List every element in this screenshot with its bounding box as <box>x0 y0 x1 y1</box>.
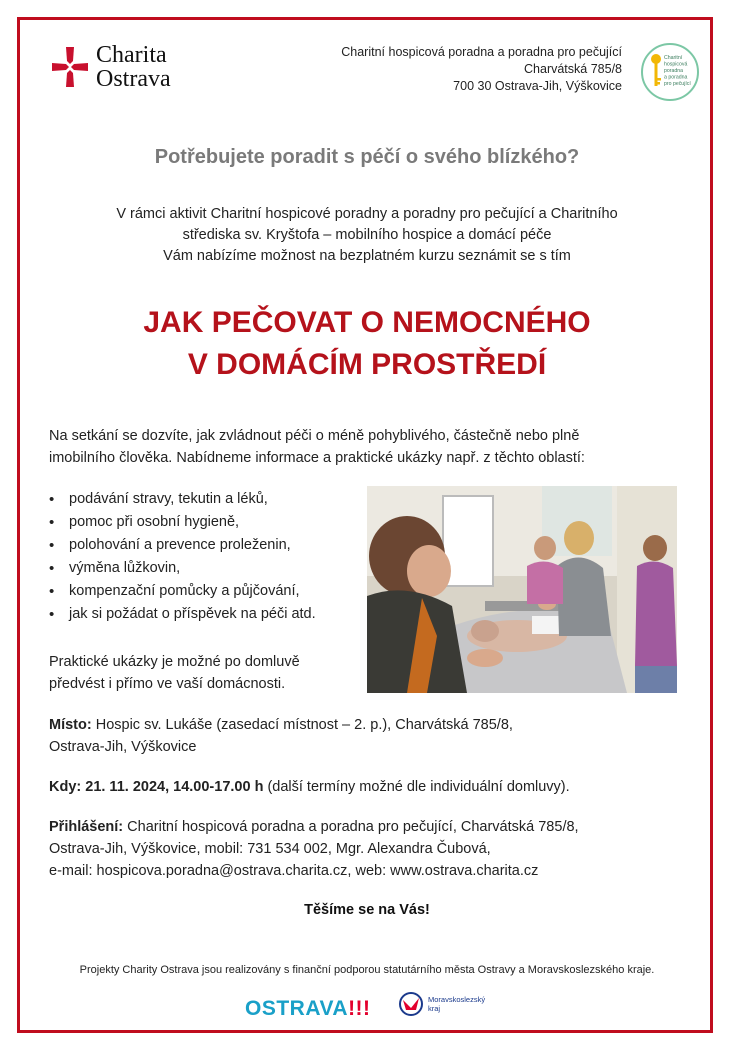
intro-text <box>0 204 734 267</box>
list-item: • jak si požádat o příspěvek na péči atd. <box>49 603 316 626</box>
signup-line-1: Charitní hospicová poradna a poradna pro pečující, Charvátská 785/8, <box>123 819 579 835</box>
intro-line: V rámci aktivit Charitní hospicové poradny a poradny pro pečující a Charitního <box>116 206 618 222</box>
course-title <box>0 302 734 386</box>
address-line: Charitní hospicová poradna a poradna pro pečující <box>341 45 622 59</box>
place-line-1: Hospic sv. Lukáše (zasedací místnost – 2. p.), Charvátská 785/8, <box>91 717 513 733</box>
list-item: • polohování a prevence proleženin, <box>49 534 316 557</box>
badge-line: hospicová <box>664 61 688 68</box>
msk-line-2: kraj <box>428 1004 441 1013</box>
ostrava-sponsor-logo <box>245 997 371 1021</box>
topics-list <box>49 488 316 626</box>
place-info <box>49 714 513 758</box>
place-label: Místo: <box>49 717 92 733</box>
signup-info <box>49 816 579 882</box>
address-line: 700 30 Ostrava-Jih, Výškovice <box>453 79 622 93</box>
title-line: JAK PEČOVAT O NEMOCNÉHO <box>143 306 591 339</box>
charita-logo <box>52 43 171 91</box>
msk-sponsor-logo <box>398 990 485 1018</box>
when-label: Kdy: 21. 11. 2024, 14.00-17.00 h <box>49 779 264 795</box>
signup-label: Přihlášení: <box>49 819 124 835</box>
charita-cross-icon <box>52 47 88 87</box>
poradna-badge-logo <box>640 42 700 102</box>
list-item: • kompenzační pomůcky a půjčování, <box>49 580 316 603</box>
practical-line: předvést i přímo ve vaší domácnosti. <box>49 676 286 692</box>
badge-line: poradna <box>664 68 684 74</box>
place-line-2: Ostrava-Jih, Výškovice <box>49 739 197 755</box>
ostrava-word: OSTRAVA <box>245 997 349 1020</box>
list-item: • pomoc při osobní hygieně, <box>49 511 316 534</box>
lead-line: Na setkání se dozvíte, jak zvládnout péči o méně pohyblivého, částečně nebo plně <box>49 428 580 444</box>
badge-line: pro pečující <box>664 81 691 87</box>
address-line: Charvátská 785/8 <box>524 62 622 76</box>
when-note: (další termíny možné dle individuální domluvy). <box>263 779 570 795</box>
badge-line: a poradna <box>664 74 688 81</box>
intro-line: střediska sv. Kryštofa – mobilního hospice a domácí péče <box>182 227 552 243</box>
logo-line-1: Charita <box>96 42 167 68</box>
intro-line: Vám nabízíme možnost na bezplatném kurzu seznámit se s tím <box>163 248 571 264</box>
ostrava-excl: !!! <box>348 997 371 1020</box>
badge-line: Charitní <box>664 55 683 61</box>
question-heading: Potřebujete poradit s péčí o svého blízkého? <box>154 146 580 168</box>
title-line: V DOMÁCÍM PROSTŘEDÍ <box>187 348 547 381</box>
list-item: • výměna lůžkovin, <box>49 557 316 580</box>
thanks-text: Těšíme se na Vás! <box>304 902 430 918</box>
practical-paragraph <box>49 651 300 695</box>
when-info <box>49 776 570 798</box>
logo-line-2: Ostrava <box>96 66 171 92</box>
msk-line-1: Moravskoslezský <box>428 995 486 1004</box>
signup-line-3: e-mail: hospicova.poradna@ostrava.charita.cz, web: www.ostrava.charita.cz <box>49 863 539 879</box>
lead-line: imobilního člověka. Nabídneme informace a praktické ukázky např. z těchto oblastí: <box>49 450 585 466</box>
practical-line: Praktické ukázky je možné po domluvě <box>49 654 300 670</box>
lead-paragraph <box>49 425 585 469</box>
msk-emblem-icon <box>398 990 424 1018</box>
signup-line-2: Ostrava-Jih, Výškovice, mobil: 731 534 002, Mgr. Alexandra Čubová, <box>49 841 491 857</box>
footer-text: Projekty Charity Ostrava jsou realizovány s finanční podporou statutárního města Ostravy a Moravskoslezského kraje. <box>79 964 655 976</box>
list-item: • podávání stravy, tekutin a léků, <box>49 488 316 511</box>
header-address <box>341 44 622 95</box>
care-training-photo <box>367 486 677 693</box>
